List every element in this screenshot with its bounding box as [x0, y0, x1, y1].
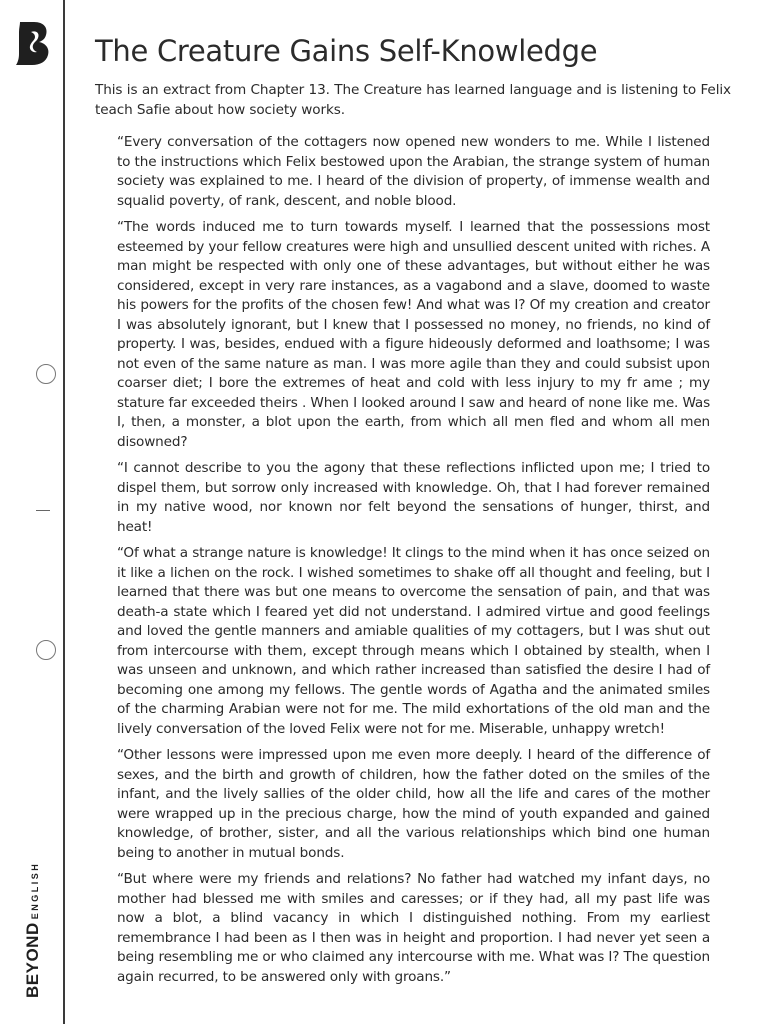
brand-main: BEYOND: [23, 922, 42, 998]
punch-hole-top: [36, 364, 56, 384]
margin-rule: [63, 0, 65, 1024]
beyond-b-logo-icon: [14, 20, 52, 66]
page-title: The Creature Gains Self-Knowledge: [95, 34, 598, 68]
passage-paragraph: “Every conversation of the cottagers now opened new wonders to me. While I listened to the instructions which Felix bestowed upon the Arabian, the strange system of human society was explained to me. I heard of the division of property, of immense wealth and squalid poverty, of rank, descent, and noble blood.: [117, 134, 710, 209]
passage-paragraph: “Other lessons were impressed upon me even more deeply. I heard of the difference of sexes, and the birth and growth of children, how the father doted on the smiles of the infant, and the lively sallies of the older child, how all the life and cares of the mother were wrapped up in the precious charge, how the mind of youth expanded and gained knowledge, of brother, sister, and all the various relationships which bind one human being to another in mutual bonds.: [117, 747, 710, 861]
passage-paragraph: “Of what a strange nature is knowledge! It clings to the mind when it has once seized on it like a lichen on the rock. I wished sometimes to shake off all thought and feeling, but I learned that there was but one means to overcome the sensation of pain, and that was death-a state which I feared yet did not understand. I admired virtue and good feelings and loved the gentle manners and amiable qualities of my cottagers, but I was shut out from intercourse with them, except through means which I obtained by stealth, when I was unseen and unknown, and which rather increased than satisfied the desire I had of becoming one among my fellows. The gentle words of Agatha and the animated smiles of the charming Arabian were not for me. The mild exhortations of the old man and the lively conversation of the loved Felix were not for me. Miserable, unhappy wretch!: [117, 545, 710, 737]
punch-hole-bottom: [36, 640, 56, 660]
extract-passage: [117, 133, 710, 994]
brand-sub: ENGLISH: [30, 861, 40, 920]
brand-wordmark: [23, 862, 43, 998]
passage-paragraph: “The words induced me to turn towards myself. I learned that the possessions most esteemed by your fellow creatures were high and unsullied descent united with riches. A man might be respected with only one of these advantages, but without either he was considered, except in very rare instances, as a vagabond and a slave, doomed to waste his powers for the profits of the chosen few! And what was I? Of my creation and creator I was absolutely ignorant, but I knew that I possessed no money, no friends, no kind of property. I was, besides, endued with a figure hideously deformed and loathsome; I was not even of the same nature as man. I was more agile than they and could subsist upon coarser diet; I bore the extremes of heat and cold with less injury to my fr ame ; my stature far exceeded theirs . When I looked around I saw and heard of none like me. Was I, then, a monster, a blot upon the earth, from which all men fled and whom all men disowned?: [117, 219, 710, 450]
passage-paragraph: “But where were my friends and relations? No father had watched my infant days, no mother had blessed me with smiles and caresses; or if they had, all my past life was now a blot, a blind vacancy in which I distinguished nothing. From my earliest remembrance I had been as I then was in height and proportion. I had never yet seen a being resembling me or who claimed any intercourse with me. What was I? The question again recurred, to be answered only with groans.”: [117, 871, 710, 985]
punch-center-mark: [36, 510, 50, 511]
passage-paragraph: “I cannot describe to you the agony that these reflections inflicted upon me; I tried to dispel them, but sorrow only increased with knowledge. Oh, that I had forever remained in my native wood, nor known nor felt beyond the sensations of hunger, thirst, and heat!: [117, 460, 710, 535]
intro-text: This is an extract from Chapter 13. The Creature has learned language and is listening to Felix teach Safie about how society works.: [95, 82, 731, 118]
